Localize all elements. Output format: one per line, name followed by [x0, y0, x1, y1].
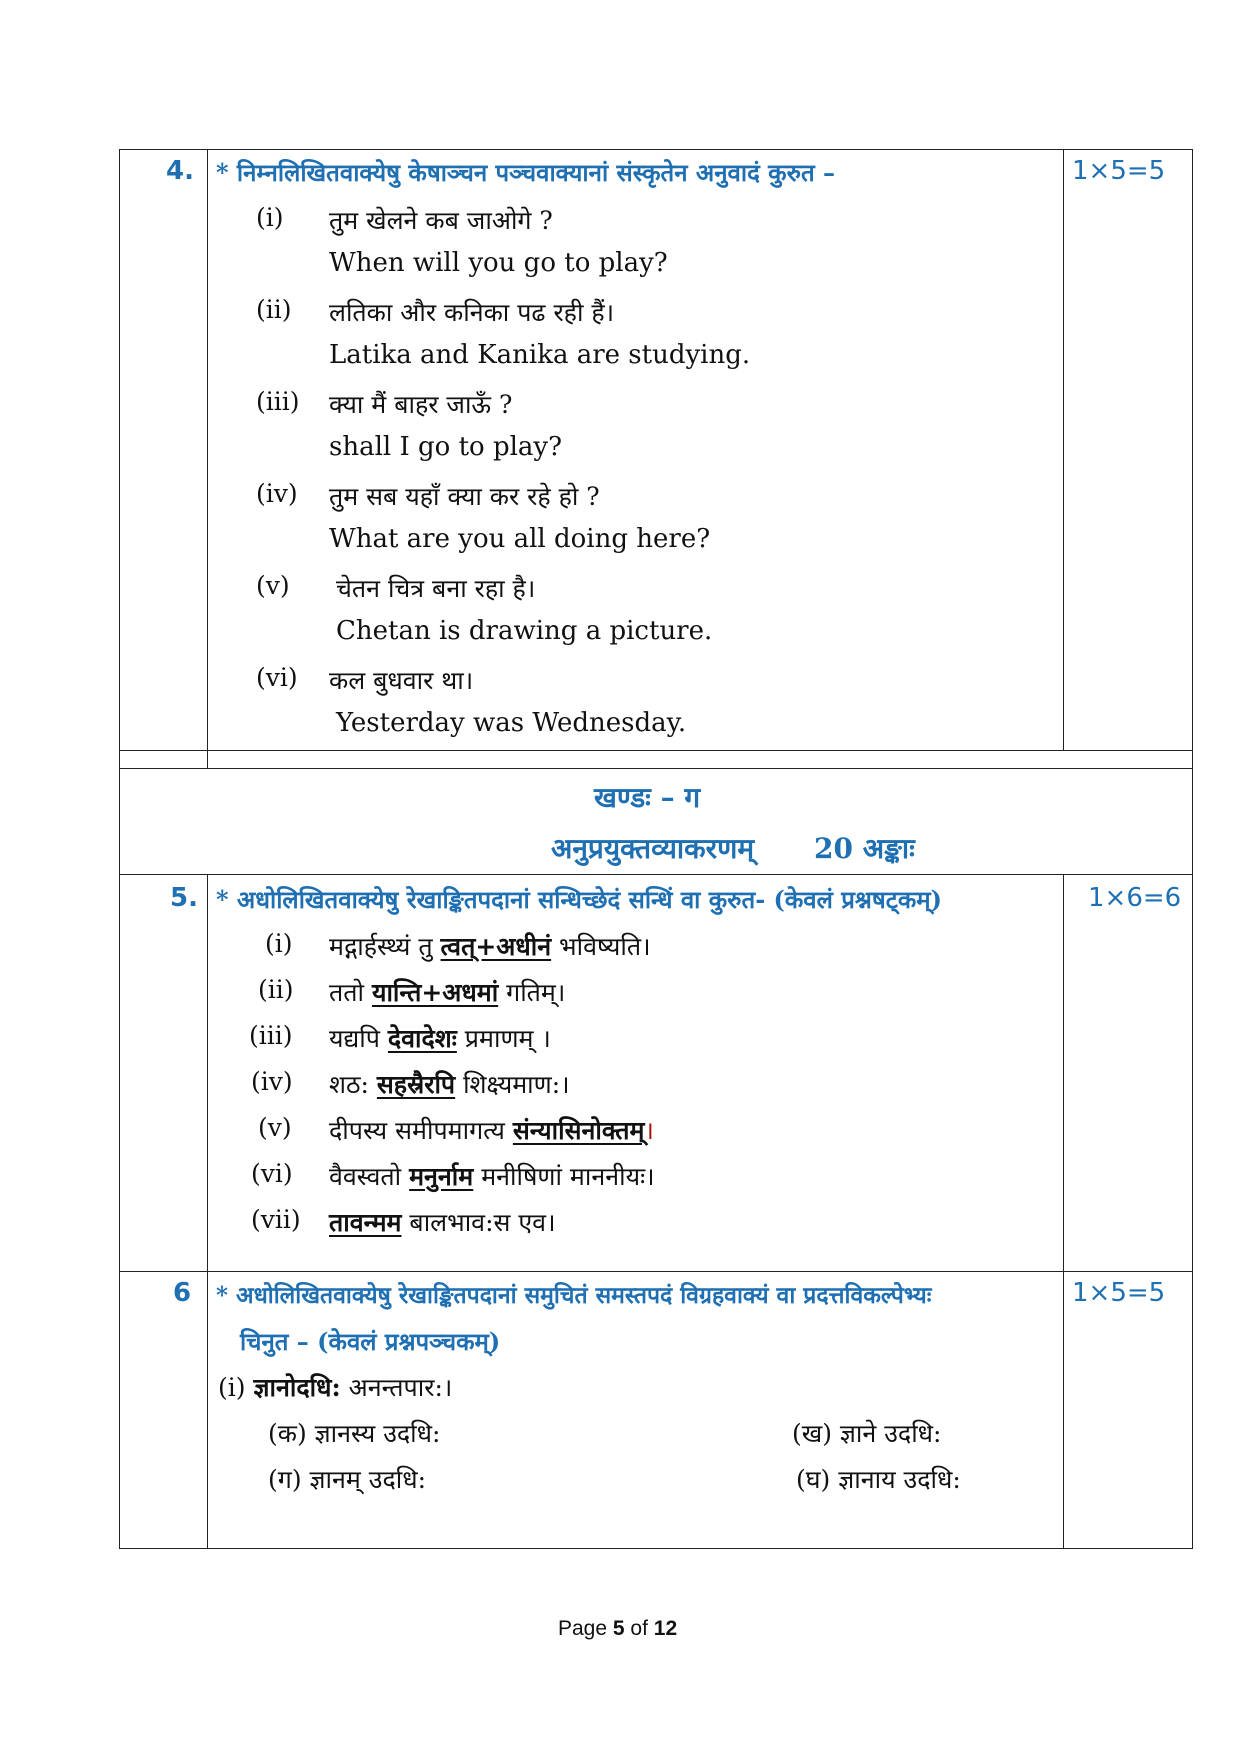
q4-item-6-english: Yesterday was Wednesday. [336, 708, 687, 738]
q5-item-7-roman: (vii) [251, 1205, 301, 1234]
q5-item-5-highlight: संन्यासिनोक्तम् [512, 1116, 645, 1145]
q4-item-1-english: When will you go to play? [329, 248, 668, 278]
q4-number: 4. [166, 156, 194, 186]
q4-marks: 1×5=5 [1072, 156, 1166, 186]
q5-col-divider-right [1063, 874, 1064, 1272]
q5-item-7-post: बालभाव:स एव। [401, 1208, 556, 1237]
section-subtitle: अनुप्रयुक्तव्याकरणम् [551, 832, 755, 865]
footer-middle: of [624, 1617, 654, 1640]
q4-item-3-roman: (iii) [256, 387, 300, 416]
q6-item-1-roman: (i) [218, 1373, 246, 1402]
q4-item-6-roman: (vi) [256, 663, 298, 692]
q5-item-4-pre: शठ: [329, 1070, 377, 1099]
q5-item-3-pre: यद्यपि [329, 1024, 388, 1053]
q5-item-6-post: मनीषिणां माननीयः। [473, 1162, 655, 1191]
footer-prefix: Page [558, 1617, 613, 1640]
q6-option-c: (ग) ज्ञानम् उदधि: [268, 1465, 427, 1494]
q5-number: 5. [170, 883, 198, 913]
footer-current-page: 5 [612, 1617, 625, 1640]
q5-item-2-pre: ततो [329, 978, 372, 1007]
q5-item-4-highlight: सहस्रैरपि [376, 1070, 456, 1099]
q6-table [119, 1271, 1193, 1549]
q6-option-b: (ख) ज्ञाने उदधि: [792, 1419, 942, 1448]
q5-item-3-roman: (iii) [249, 1021, 293, 1050]
q6-option-d: (घ) ज्ञानाय उदधि: [796, 1465, 961, 1494]
q4-col-divider-left [207, 149, 208, 769]
q6-instruction-line2: चिनुत – (केवलं प्रश्नपञ्चकम्) [240, 1327, 501, 1356]
q5-item-1-post: भविष्यति। [551, 932, 651, 961]
q5-item-2 [329, 975, 565, 1009]
q5-item-1 [329, 929, 651, 963]
q6-option-a: (क) ज्ञानस्य उदधि: [268, 1419, 441, 1448]
page-footer [558, 1617, 677, 1641]
q4-item-6-hindi: कल बुधवार था। [329, 666, 474, 695]
section-title: खण्डः – ग [594, 781, 701, 814]
q4-item-4-hindi: तुम सब यहाँ क्या कर रहे हो ? [329, 482, 600, 511]
q4-item-2-english: Latika and Kanika are studying. [329, 340, 751, 370]
q4-instruction: * निम्नलिखितवाक्येषु केषाञ्चन पञ्चवाक्यानां संस्कृतेन अनुवादं कुरुत – [216, 158, 836, 187]
q5-item-2-post: गतिम्। [498, 978, 566, 1007]
q5-item-6 [329, 1159, 655, 1193]
q4-item-4-roman: (iv) [256, 479, 298, 508]
q6-col-divider-left [207, 1271, 208, 1549]
q4-item-3-english: shall I go to play? [329, 432, 563, 462]
q5-item-1-roman: (i) [265, 929, 293, 958]
q5-item-6-roman: (vi) [251, 1159, 293, 1188]
q5-item-3-highlight: देवादेशः [387, 1024, 457, 1053]
q5-item-7 [329, 1205, 556, 1239]
footer-total-pages: 12 [653, 1617, 678, 1640]
q6-item-1-rest: अनन्तपार:। [340, 1373, 453, 1402]
q5-item-5-pre: दीपस्य समीपमागत्य [329, 1116, 513, 1145]
q4-item-5-english: Chetan is drawing a picture. [336, 616, 713, 646]
q4-item-5-roman: (v) [256, 571, 290, 600]
q5-item-6-pre: वैवस्वतो [329, 1162, 410, 1191]
q5-instruction: * अधोलिखितवाक्येषु रेखाङ्कितपदानां सन्धिच्छेदं सन्धिं वा कुरुत- (केवलं प्रश्नषट्कम्) [216, 885, 943, 914]
q5-item-4-post: शिक्ष्यमाण:। [455, 1070, 570, 1099]
q4-item-2-hindi: लतिका और कनिका पढ रही हैं। [329, 298, 615, 327]
q4-item-4-english: What are you all doing here? [329, 524, 711, 554]
q5-item-3-post: प्रमाणम् । [456, 1024, 551, 1053]
q5-item-5 [329, 1113, 654, 1147]
q4-item-1-hindi: तुम खेलने कब जाओगे ? [329, 206, 553, 235]
q5-item-5-roman: (v) [258, 1113, 292, 1142]
q5-item-1-highlight: त्वत्+अधीनं [440, 932, 552, 961]
q6-instruction-line1: * अधोलिखितवाक्येषु रेखाङ्कितपदानां समुचितं समस्तपदं विग्रहवाक्यं वा प्रदत्तविकल्पेभ्यः [216, 1282, 932, 1309]
q4-item-3-hindi: क्या मैं बाहर जाऊँ ? [329, 390, 513, 419]
q5-item-7-highlight: तावन्मम [329, 1208, 402, 1237]
q5-item-2-roman: (ii) [258, 975, 294, 1004]
q5-item-4 [329, 1067, 570, 1101]
q4-row-divider [119, 750, 1193, 751]
q5-col-divider-left [207, 874, 208, 1272]
q6-item-1 [218, 1370, 452, 1404]
q6-marks: 1×5=5 [1072, 1278, 1166, 1308]
q5-item-5-post: । [644, 1116, 654, 1145]
q5-item-3 [329, 1021, 551, 1055]
section-marks: 20 अङ्काः [814, 832, 915, 865]
q4-item-5-hindi: चेतन चित्र बना रहा है। [336, 574, 536, 603]
q6-item-1-highlight: ज्ञानोदधि: [253, 1373, 341, 1402]
q6-number: 6 [173, 1278, 192, 1308]
q5-marks: 1×6=6 [1088, 883, 1182, 913]
q5-item-4-roman: (iv) [251, 1067, 293, 1096]
q4-item-1-roman: (i) [256, 203, 284, 232]
q4-col-divider-right [1063, 149, 1064, 750]
q5-item-6-highlight: मनुर्नाम [409, 1162, 474, 1191]
q6-col-divider-right [1063, 1271, 1064, 1549]
q5-item-1-pre: मद्गार्हस्थ्यं तु [329, 932, 441, 961]
q4-item-2-roman: (ii) [256, 295, 292, 324]
q5-item-2-highlight: यान्ति+अधमां [371, 978, 499, 1007]
